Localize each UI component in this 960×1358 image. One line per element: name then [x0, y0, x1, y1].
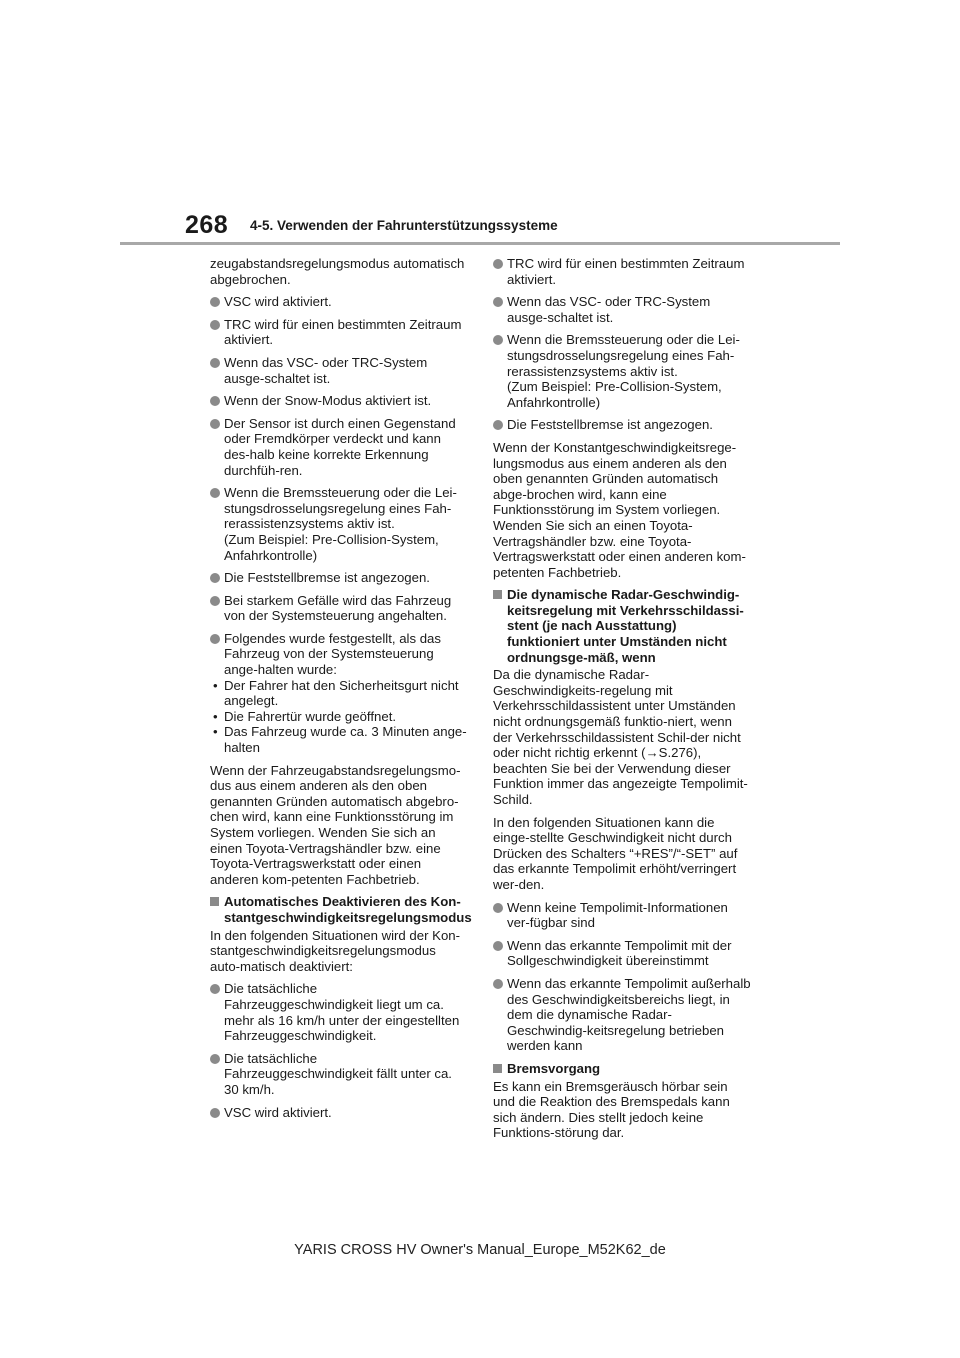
- bullet-icon: [210, 488, 220, 498]
- list-item: TRC wird für einen bestimmten Zeitraum aktiviert.: [210, 317, 468, 348]
- list-item: Die Feststellbremse ist angezogen.: [493, 417, 751, 433]
- bullet-icon: [210, 1054, 220, 1064]
- bullet-icon: [210, 358, 220, 368]
- sub-bullet-icon: •: [213, 708, 218, 724]
- list-item-with-sublist: [210, 631, 468, 756]
- list-item: Die tatsächliche Fahrzeuggeschwindigkeit liegt um ca. mehr als 16 km/h unter der eingestellten Fahrzeuggeschwindigkeit.: [210, 981, 468, 1043]
- bullet-icon: [210, 396, 220, 406]
- bullet-icon: [210, 634, 220, 644]
- list-item: TRC wird für einen bestimmten Zeitraum aktiviert.: [493, 256, 751, 287]
- paragraph: Es kann ein Bremsgeräusch hörbar sein und die Reaktion des Bremspedals kann sich ändern. Dies stellt jedoch keine Funktions-störung dar.: [493, 1078, 730, 1141]
- bullet-icon: [493, 297, 503, 307]
- bullet-icon: [210, 320, 220, 330]
- list-item: Wenn die Bremssteuerung oder die Lei-stungsdrosselungsregelung eines Fah-rerassistenzsystems aktiv ist. (Zum Beispiel: Pre-Collision-System, Anfahrkontrolle): [493, 332, 751, 410]
- list-item: Bei starkem Gefälle wird das Fahrzeug von der Systemsteuerung angehalten.: [210, 593, 468, 624]
- list-item: Wenn die Bremssteuerung oder die Lei-stungsdrosselungsregelung eines Fah-rerassistenzsystems aktiv ist. (Zum Beispiel: Pre-Collision-System, Anfahrkontrolle): [210, 485, 468, 563]
- bullet-icon: [210, 1108, 220, 1118]
- header-rule: [120, 242, 840, 245]
- list-item: Wenn das erkannte Tempolimit außerhalb des Geschwindigkeitsbereichs liegt, in dem die dynamische Radar-Geschwindig-keitsregelung betrieben werden kann: [493, 976, 751, 1054]
- paragraph: Wenn der Konstantgeschwindigkeitsrege-lungsmodus aus einem anderen als den oben genannten Gründen automatisch abge-brochen wird, kann eine Funktionsstörung im System vorliegen. Wenden Sie sich an einen Toyota-Vertragshändler bzw. eine Toyota-Vertragswerkstatt oder einen anderen kom-petenten Fachbetrieb.: [493, 439, 746, 580]
- section-heading: Die dynamische Radar-Geschwindig-keitsregelung mit Verkehrsschildassi-stent (je nach Ausstattung) funktioniert unter Umständen nicht ordnungsge-mäß, wenn: [493, 587, 751, 665]
- section-heading: Automatisches Deaktivieren des Kon-stantgeschwindigkeitsregelungsmodus: [210, 894, 468, 925]
- bullet-icon: [493, 941, 503, 951]
- list-item: Wenn das erkannte Tempolimit mit der Sollgeschwindigkeit übereinstimmt: [493, 938, 751, 969]
- square-bullet-icon: [493, 590, 502, 599]
- sub-bullet-icon: •: [213, 677, 218, 693]
- list-item: Die Feststellbremse ist angezogen.: [210, 570, 468, 586]
- bullet-icon: [210, 573, 220, 583]
- bullet-icon: [210, 419, 220, 429]
- list-item: Wenn das VSC- oder TRC-System ausge-schaltet ist.: [493, 294, 751, 325]
- paragraph: In den folgenden Situationen wird der Kon-stantgeschwindigkeitsregelungsmodus auto-matisch deaktiviert:: [210, 927, 461, 974]
- sub-list-item: • Der Fahrer hat den Sicherheitsgurt nicht angelegt.: [213, 677, 459, 709]
- list-item: Folgendes wurde festgestellt, als das Fahrzeug von der Systemsteuerung ange-halten wurde:: [210, 631, 468, 678]
- footer-text: YARIS CROSS HV Owner's Manual_Europe_M52K62_de: [294, 1242, 666, 1258]
- bullet-icon: [493, 259, 503, 269]
- paragraph: In den folgenden Situationen kann die einge-stellte Geschwindigkeit nicht durch Drücken des Schalters “+RES”/“-SET” auf das erkannte Tempolimit erhöht/verringert wer-den.: [493, 814, 738, 892]
- sub-bullet-icon: •: [213, 724, 218, 740]
- continued-text: zeugabstandsregelungsmodus automatisch abgebrochen.: [210, 256, 465, 287]
- list-item: Der Sensor ist durch einen Gegenstand oder Fremdkörper verdeckt und kann des-halb keine korrekte Erkennung durchfüh-ren.: [210, 416, 468, 478]
- sub-list-item: • Die Fahrertür wurde geöffnet.: [213, 708, 397, 724]
- bullet-icon: [210, 297, 220, 307]
- list-item: Die tatsächliche Fahrzeuggeschwindigkeit fällt unter ca. 30 km/h.: [210, 1051, 468, 1098]
- bullet-icon: [210, 984, 220, 994]
- bullet-icon: [210, 596, 220, 606]
- right-column: [493, 256, 751, 1148]
- list-item: VSC wird aktiviert.: [210, 294, 468, 310]
- bullet-icon: [493, 420, 503, 430]
- square-bullet-icon: [210, 897, 219, 906]
- list-item: Wenn keine Tempolimit-Informationen ver-fügbar sind: [493, 900, 751, 931]
- section-title: 4-5. Verwenden der Fahrunterstützungssysteme: [250, 218, 558, 233]
- left-column: [210, 256, 472, 1127]
- bullet-icon: [493, 979, 503, 989]
- list-item: Wenn das VSC- oder TRC-System ausge-schaltet ist.: [210, 355, 468, 386]
- page-number: 268: [185, 211, 229, 239]
- sub-list-item: • Das Fahrzeug wurde ca. 3 Minuten ange-halten: [213, 724, 467, 756]
- paragraph: Da die dynamische Radar-Geschwindigkeits-regelung mit Verkehrsschildassistent unter Umständen nicht ordnungsgemäß funktio-niert, wenn der Verkehrsschildassistent Schil-der nicht oder nicht richtig erkennt (→S.276), beachten Sie bei der Verwendung dieser Funktion immer das angezeigte Tempolimit-Schild.: [493, 667, 748, 807]
- list-item: Wenn der Snow-Modus aktiviert ist.: [210, 393, 468, 409]
- square-bullet-icon: [493, 1064, 502, 1073]
- bullet-icon: [493, 903, 503, 913]
- list-item: VSC wird aktiviert.: [210, 1105, 468, 1121]
- paragraph: Wenn der Fahrzeugabstandsregelungsmo-dus aus einem anderen als den oben genannten Gründen automatisch abgebro-chen wird, kann eine Funktionsstörung im System vorliegen. Wenden Sie sich an einen Toyota-Vertragshändler bzw. eine Toyota-Vertragswerkstatt oder einen anderen kom-petenten Fachbetrieb.: [210, 762, 461, 887]
- section-heading: Bremsvorgang: [493, 1061, 751, 1077]
- bullet-icon: [493, 335, 503, 345]
